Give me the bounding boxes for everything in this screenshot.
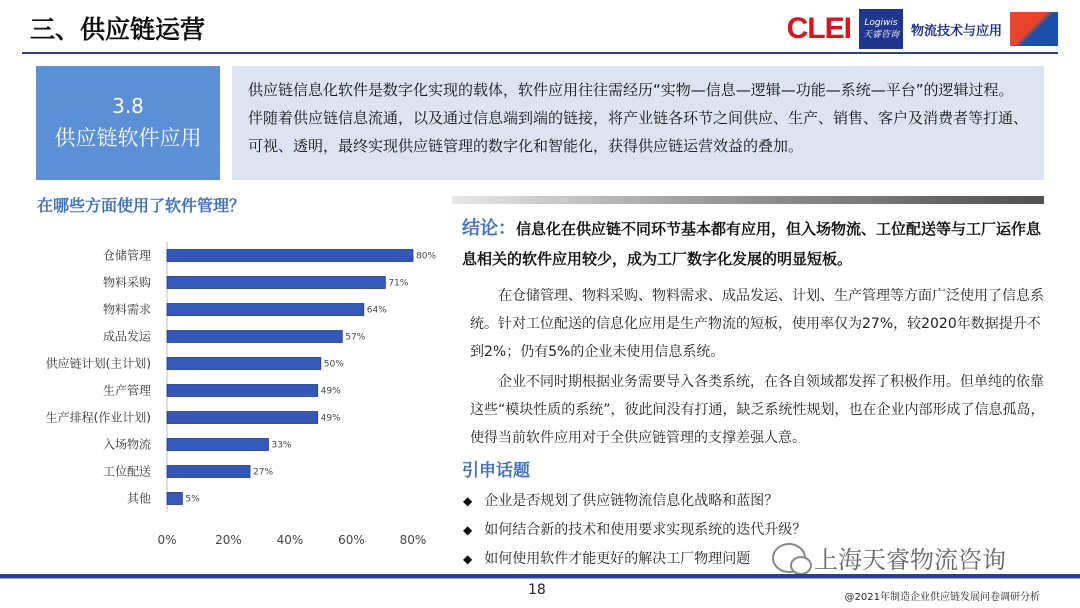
section-name: 供应链软件应用 (54, 126, 202, 150)
page-number: 18 (528, 582, 546, 598)
intro-text: 供应链信息化软件是数字化实现的载体，软件应用往往需经历“实物—信息—逻辑—功能—系统—平台”的逻辑过程。伴随着供应链信息流通，以及通过信息端到端的链接，将产业链各环节之间供应、生产、销售、客户及消费者等打通、可视、透明，最终实现供应链管理的数字化和智能化，获得供应链运营效益的叠加。 (232, 66, 1044, 180)
bar (167, 439, 268, 451)
section-badge (36, 66, 220, 180)
clei-logo: CLEI (786, 12, 851, 45)
bar (167, 250, 413, 262)
list-item-text: 如何结合新的技术和使用要求实现系统的迭代升级？ (484, 522, 807, 538)
wechat-account-name: 上海天睿物流咨询 (814, 546, 1006, 574)
conclusion (462, 214, 1052, 274)
diamond-bullet-icon: ◆ (463, 552, 473, 566)
list-item-text: 如何使用软件才能更好的解决工厂物理问题 (484, 551, 751, 567)
category-label: 入场物流 (102, 437, 151, 452)
value-label: 50% (323, 359, 344, 370)
diamond-bullet-icon: ◆ (463, 494, 473, 508)
category-label: 工位配送 (102, 464, 151, 479)
logiwis-logo-top: Logiwis (864, 18, 898, 28)
page-title: 三、供应链运营 (30, 15, 206, 44)
conclusion-label: 结论： (462, 218, 516, 239)
extension-title: 引申话题 (462, 461, 530, 481)
category-label: 成品发运 (102, 329, 151, 344)
list-item (463, 487, 1043, 516)
bar (167, 277, 385, 289)
category-label: 供应链计划(主计划) (45, 356, 151, 371)
category-label: 物料采购 (102, 275, 151, 290)
bar (167, 493, 182, 505)
category-label: 物料需求 (102, 302, 151, 317)
logiwis-logo (859, 9, 903, 49)
x-tick-label: 60% (338, 533, 365, 547)
bar (167, 331, 342, 343)
value-label: 27% (253, 467, 274, 478)
wechat-icon (772, 543, 806, 573)
section-number: 3.8 (112, 94, 144, 118)
conclusion-text: 信息化在供应链不同环节基本都有应用，但入场物流、工位配送等与工厂运作息息相关的软件应用较少，成为工厂数字化发展的明显短板。 (462, 220, 1042, 268)
paragraph-1: 在仓储管理、物料采购、物料需求、成品发运、计划、生产管理等方面广泛使用了信息系统。针对工位配送的信息化应用是生产物流的短板，使用率仅为27%，较2020年数据提升不到2%；仍有5%的企业未使用信息系统。 (470, 288, 1044, 360)
bar (167, 412, 318, 424)
value-label: 57% (345, 332, 366, 343)
category-label: 仓储管理 (102, 248, 151, 263)
bar (167, 385, 318, 397)
brand-mark-icon (1010, 12, 1058, 46)
value-label: 5% (185, 494, 200, 505)
wl-logo: 物流技术与应用 (910, 23, 1002, 39)
footer-note: @2021年制造企业供应链发展问卷调研分析 (844, 592, 1040, 603)
category-label: 生产排程(作业计划) (45, 410, 151, 425)
wechat-watermark (772, 540, 1006, 575)
x-tick-label: 0% (157, 533, 177, 547)
bar (167, 358, 321, 370)
bar (167, 466, 250, 478)
paragraph-2: 企业不同时期根据业务需要导入各类系统，在各自领域都发挥了积极作用。但单纯的依靠这些“模块性质的系统”，彼此间没有打通，缺乏系统性规划，也在企业内部形成了信息孤岛，使得当前软件应用对于全供应链管理的支撑差强人意。 (470, 374, 1045, 446)
value-label: 64% (366, 305, 387, 316)
chart-question: 在哪些方面使用了软件管理？ (37, 196, 246, 215)
diamond-bullet-icon: ◆ (463, 523, 473, 537)
value-label: 49% (320, 413, 341, 424)
x-tick-label: 20% (215, 533, 242, 547)
partner-logos (787, 8, 1058, 50)
logiwis-logo-bottom: 天睿咨询 (862, 30, 899, 40)
category-label: 生产管理 (102, 383, 151, 398)
list-item-text: 企业是否规划了供应链物流信息化战略和蓝图？ (484, 493, 779, 509)
value-label: 33% (271, 440, 292, 451)
x-tick-label: 80% (399, 533, 427, 547)
x-tick-label: 40% (276, 533, 304, 547)
category-label: 其他 (126, 491, 151, 506)
value-label: 49% (320, 386, 341, 397)
gradient-divider (452, 196, 1044, 204)
bar (167, 304, 364, 316)
usage-bar-chart (20, 238, 450, 558)
footer-divider-thin (0, 578, 1080, 579)
chart-svg (20, 238, 450, 558)
header-divider (22, 52, 1058, 54)
value-label: 80% (416, 251, 437, 262)
value-label: 71% (388, 278, 409, 289)
